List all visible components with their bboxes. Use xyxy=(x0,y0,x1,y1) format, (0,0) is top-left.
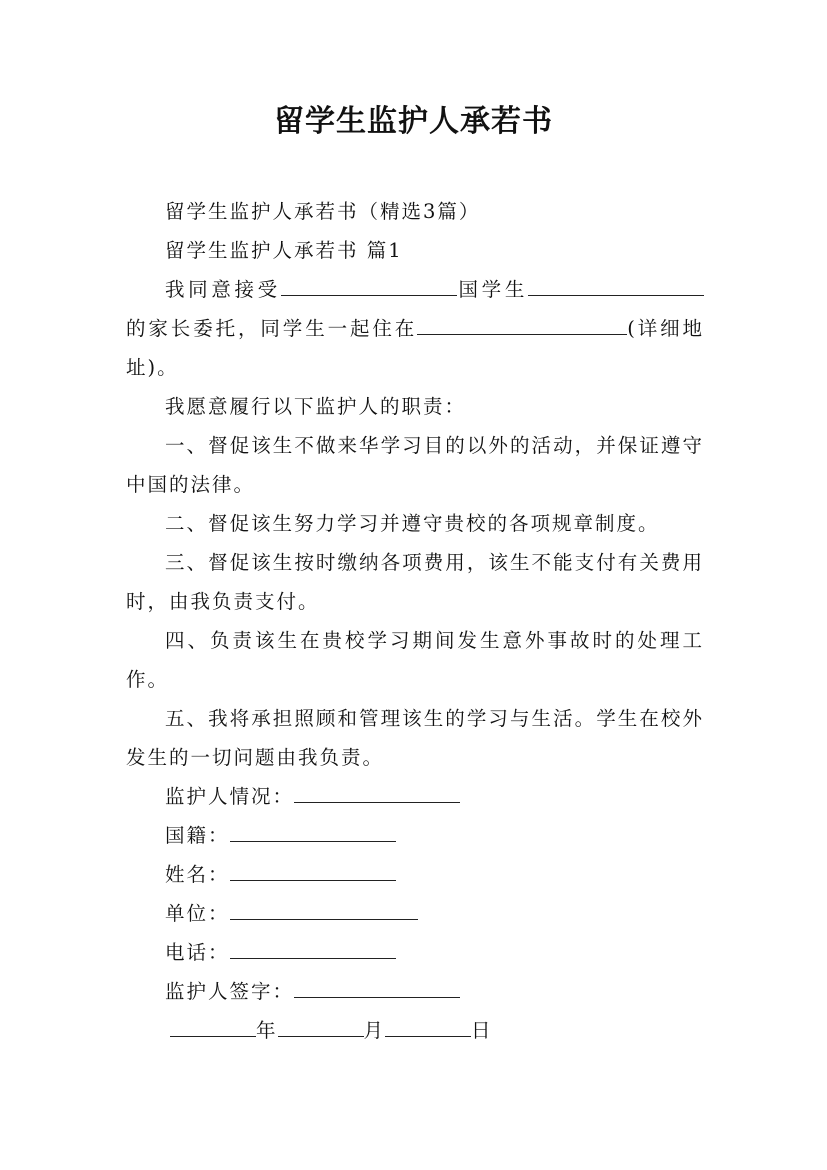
consent-paragraph xyxy=(126,270,704,387)
document-title: 留学生监护人承若书 xyxy=(274,104,553,139)
date-line xyxy=(126,1011,704,1050)
duty-item-4: 四、负责该生在贵校学习期间发生意外事故时的处理工作。 xyxy=(126,629,704,691)
duties-intro: 我愿意履行以下监护人的职责： xyxy=(165,395,467,418)
month-label: 月 xyxy=(363,1019,386,1042)
nationality-label: 国籍： xyxy=(165,824,230,847)
signature-blank[interactable] xyxy=(294,977,460,998)
consent-part2: 国学生 xyxy=(456,278,528,301)
signature-label: 监护人签字： xyxy=(165,980,295,1003)
duty-item-1: 一、督促该生不做来华学习目的以外的活动，并保证遵守中国的法律。 xyxy=(126,434,704,496)
year-blank[interactable] xyxy=(170,1016,256,1037)
recipient-name-blank[interactable] xyxy=(281,275,457,296)
guardian-info-label: 监护人情况： xyxy=(165,785,295,808)
intro-line: 留学生监护人承若书（精选3篇） xyxy=(165,200,481,223)
name-blank[interactable] xyxy=(230,860,396,881)
year-label: 年 xyxy=(256,1019,278,1042)
nationality-blank[interactable] xyxy=(230,821,396,842)
phone-field xyxy=(126,933,704,972)
nationality-field xyxy=(126,816,704,855)
duty-item-3: 三、督促该生按时缴纳各项费用，该生不能支付有关费用时，由我负责支付。 xyxy=(126,551,704,613)
unit-label: 单位： xyxy=(165,902,230,925)
day-label: 日 xyxy=(471,1019,493,1042)
phone-label: 电话： xyxy=(165,941,230,964)
guardian-info-field xyxy=(126,777,704,816)
phone-blank[interactable] xyxy=(230,938,396,959)
student-name-blank[interactable] xyxy=(528,275,704,296)
signature-field xyxy=(126,972,704,1011)
name-label: 姓名： xyxy=(165,863,230,886)
consent-part1: 我同意接受 xyxy=(165,278,281,301)
month-blank[interactable] xyxy=(278,1016,364,1037)
duty-item-2: 二、督促该生努力学习并遵守贵校的各项规章制度。 xyxy=(165,512,660,535)
name-field xyxy=(126,855,704,894)
duty-item-5: 五、我将承担照顾和管理该生的学习与生活。学生在校外发生的一切问题由我负责。 xyxy=(126,707,704,769)
unit-blank[interactable] xyxy=(230,899,418,920)
day-blank[interactable] xyxy=(385,1016,471,1037)
document-body xyxy=(126,192,704,1050)
address-blank[interactable] xyxy=(417,314,627,335)
unit-field xyxy=(126,894,704,933)
consent-part3: 的家长委托，同学生一起住在 xyxy=(126,317,418,340)
consent-part4: (详细地址)。 xyxy=(126,317,704,379)
guardian-info-blank[interactable] xyxy=(294,782,460,803)
section-heading: 留学生监护人承若书 篇1 xyxy=(165,239,403,262)
